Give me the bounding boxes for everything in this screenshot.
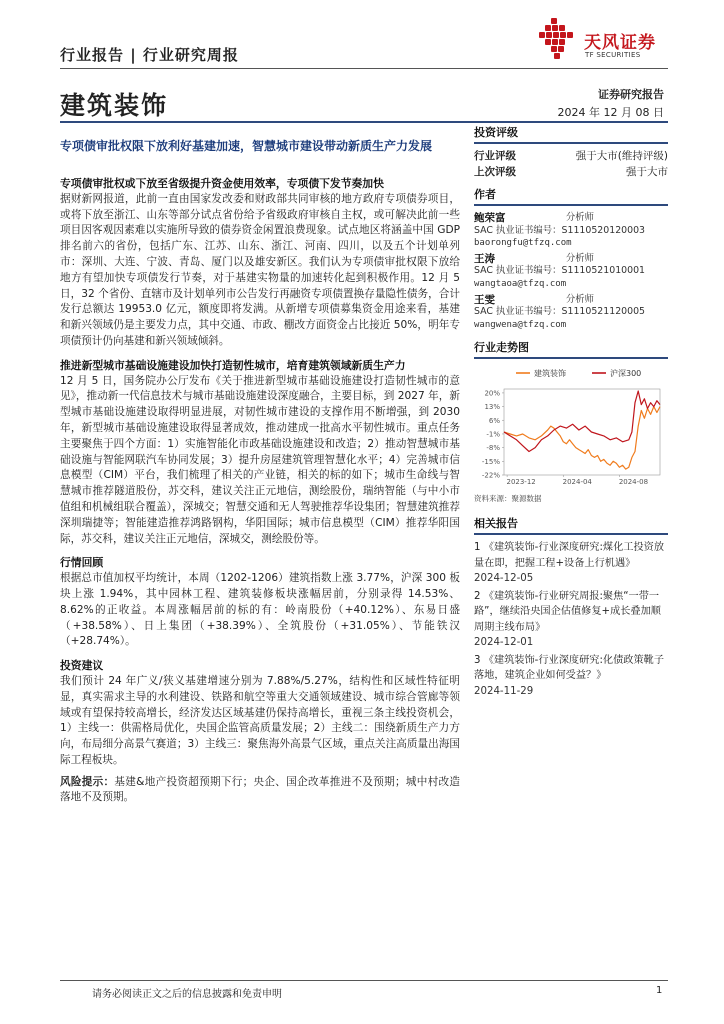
logo-text: 天风证券 (584, 33, 656, 53)
section-title: 行情回顾 (60, 556, 104, 570)
author-cert: SAC 执业证书编号：S1110521010001 (474, 265, 646, 277)
related-panel (474, 515, 668, 699)
related-report[interactable] (474, 653, 668, 700)
section-policy (60, 176, 460, 350)
y-tick-label: -8% (486, 444, 500, 453)
x-tick-label: 2024-08 (618, 478, 649, 486)
related-report[interactable] (474, 540, 668, 587)
rating-value: 强于大市 (626, 166, 668, 178)
logo-subtext: TF SECURITIES (585, 51, 641, 59)
related-report-date: 2024-11-29 (474, 685, 534, 697)
y-tick-label: -15% (481, 457, 500, 466)
author-name: 王雯 (474, 293, 495, 306)
page-number: 1 (656, 985, 663, 996)
section-body: 根据总市值加权平均统计，本周（1202-1206）建筑指数上涨 3.77%，沪深 300 板块上涨 1.94%，其中园林工程、建筑装修板块涨幅居前，分别录得 14.53%、8.62%的正收益。本周涨幅居前的标的有：岭南股份（+40.12%）、东易日盛（+38.58%）、日上集团（+38.39%）、全筑股份（+31.05%）、节能铁汉（+28.74%）。 (60, 572, 460, 648)
y-tick-label: 13% (484, 403, 500, 412)
author-name: 王涛 (474, 252, 495, 265)
section-investment (60, 658, 460, 769)
author-role: 分析师 (565, 293, 594, 305)
risk-body: 基建&地产投资超预期下行；央企、国企改革推进不及预期；城中村改造落地不及预期。 (60, 775, 461, 804)
logo-mark-icon (534, 18, 580, 64)
section-body: 12 月 5 日，国务院办公厅发布《关于推进新型城市基础设施建设打造韧性城市的意见》，推动新一代信息技术与城市基础设施建设深度融合，主要目标，到 2027 年，新型城市基础设施建设取得明显进展，对韧性城市建设的支撑作用不断增强，到 2030 年，新型城市基础设施建设取得显著成效，推动建成一批高水平韧性城市。重点任务主要聚焦于四个方面：1）实施智能化市政基础设施建设和改造；2）推动智慧城市基础设施与智能网联汽车协同发展；3）提升房屋建筑管理智慧化水平；4）完善城市信息模型（CIM）平台，我们梳理了相关的产业链，相关的标的如下；城市生命线与智慧城市推荐隧道股份，苏交科，建议关注正元地信，测绘股份，瑞纳智能（与中小市值组和机械组联合覆盖），深城交；智慧交通和无人驾驶推荐华设集团；智慧建筑推荐深圳瑞捷等；智能建造推荐鸿路钢构，华阳国际；城市信息模型（CIM）推荐华阳国际，苏交科，建议关注正元地信，深城交，测绘股份等。 (60, 374, 460, 545)
sector-title: 建筑装饰 (60, 91, 169, 120)
related-report-date: 2024-12-05 (474, 573, 534, 584)
rating-row (474, 148, 668, 164)
trend-header: 行业走势图 (474, 339, 668, 359)
section-body: 据财新网报道，此前一直由国家发改委和财政部共同审核的地方政府专项债券项目，或将下放至浙江、山东等部分试点省份给予省级政府审核自主权，或可解决此前一些项目因客观因素难以实施所导致的债券资金闲置浪费现象。试点地区将涵盖中国 GDP 排名前六的省份，包括广东、江苏、山东、浙江、河南、四川，以及五个计划单列市：深圳、大连、宁波、青岛、厦门以及雄安新区。我们认为专项债审批权限下放给地方有望加快专项债发行节奏，对于基建实物量的加速转化起到积极作用。12 月 5 日，32 个省份、直辖市及计划单列市公告发行再融资专项债置换存量隐性债务，合计发行总额达 19953.0 亿元，额度即将发满。从新增专项债募集资金用途来看，基建和新兴领域仍是主要发力点，其中交通、市政、棚改方面资金占比接近 50%，明年专项债预计仍向基建和新兴领域倾斜。 (60, 192, 460, 347)
rating-header: 投资评级 (474, 124, 668, 144)
title-divider (60, 121, 668, 123)
risk-warning (60, 775, 460, 807)
related-report[interactable] (474, 589, 668, 651)
related-header: 相关报告 (474, 515, 668, 535)
authors-header: 作者 (474, 186, 668, 206)
logo (534, 18, 674, 68)
author-entry (474, 212, 668, 250)
related-report-title: 3 《建筑装饰-行业深度研究:化债政策靴子落地，建筑企业如何受益？》 (474, 654, 665, 681)
related-report-title: 1 《建筑装饰-行业深度研究:煤化工投资放量在即，把握工程+设备上行机遇》 (474, 542, 665, 569)
y-tick-label: -22% (481, 471, 500, 480)
y-tick-label: 20% (484, 389, 500, 398)
related-report-title: 2 《建筑装饰-行业研究周报:聚焦“一带一路”，继续沿央国企估值修复+成长叠加顺周期主线布局》 (474, 590, 661, 633)
rating-label: 上次评级 (474, 166, 516, 178)
authors-panel (474, 186, 668, 331)
rating-row (474, 164, 668, 180)
footer-divider (60, 980, 668, 981)
trend-panel (474, 339, 668, 504)
rating-label: 行业评级 (474, 150, 516, 162)
section-body: 我们预计 24 年广义/狭义基建增速分别为 7.88%/5.27%，结构性和区域性特征明显，真实需求主导的水利建设、铁路和航空等重大交通领域建设、城市综合管廊等领域或有望保持较高增长，经济发达区域基建仍保持高增长，重视三条主线投资机会，1）主线一：供需格局优化，央国企监管高质量发展；2）主线二：围绕新质生产力方向，布局细分高景气赛道；3）主线三：聚焦海外高景气区域，重点关注高质量出海国际工程板块。 (60, 674, 460, 766)
section-title: 专项债审批权或下放至省级提升资金使用效率，专项债下发节奏加快 (60, 177, 384, 190)
legend-label: 建筑装饰 (534, 369, 566, 378)
x-tick-label: 2024-04 (562, 478, 592, 486)
rating-panel (474, 124, 668, 180)
y-tick-label: -1% (486, 430, 500, 439)
section-title: 投资建议 (60, 659, 104, 673)
main-content (60, 176, 460, 806)
report-date: 2024 年 12 月 08 日 (557, 106, 664, 119)
rating-value: 强于大市(维持评级) (575, 150, 668, 162)
footer-disclaimer: 请务必阅读正文之后的信息披露和免责申明 (92, 989, 282, 1000)
report-category: 行业报告 | 行业研究周报 (60, 46, 239, 64)
section-market-review (60, 555, 460, 650)
author-cert: SAC 执业证书编号：S1110520120003 (474, 224, 646, 236)
author-cert: SAC 执业证书编号：S1110521120005 (474, 306, 646, 318)
author-role: 分析师 (565, 212, 594, 223)
author-entry (474, 294, 668, 332)
legend-label: 沪深300 (610, 369, 642, 378)
trend-chart (474, 365, 668, 491)
author-email[interactable]: wangtaoa@tfzq.com (474, 278, 567, 289)
author-email[interactable]: baorongfu@tfzq.com (474, 238, 572, 249)
chart-source: 资料来源：聚源数据 (474, 494, 542, 503)
author-role: 分析师 (565, 252, 594, 264)
author-name: 鲍荣富 (474, 212, 506, 224)
author-email[interactable]: wangwena@tfzq.com (474, 319, 567, 330)
y-tick-label: 6% (488, 416, 500, 425)
main-title: 专项债审批权限下放利好基建加速，智慧城市建设带动新质生产力发展 (60, 139, 433, 153)
author-entry (474, 253, 668, 291)
chart-frame (504, 389, 660, 475)
section-smart-city (60, 358, 460, 548)
header-divider (60, 68, 668, 69)
section-title: 推进新型城市基础设施建设加快打造韧性城市，培育建筑领域新质生产力 (60, 358, 406, 372)
risk-title: 风险提示： (60, 775, 115, 788)
related-report-date: 2024-12-01 (474, 637, 534, 648)
report-type: 证券研究报告 (598, 88, 664, 101)
x-tick-label: 2023-12 (506, 478, 536, 486)
series-line (504, 407, 660, 470)
